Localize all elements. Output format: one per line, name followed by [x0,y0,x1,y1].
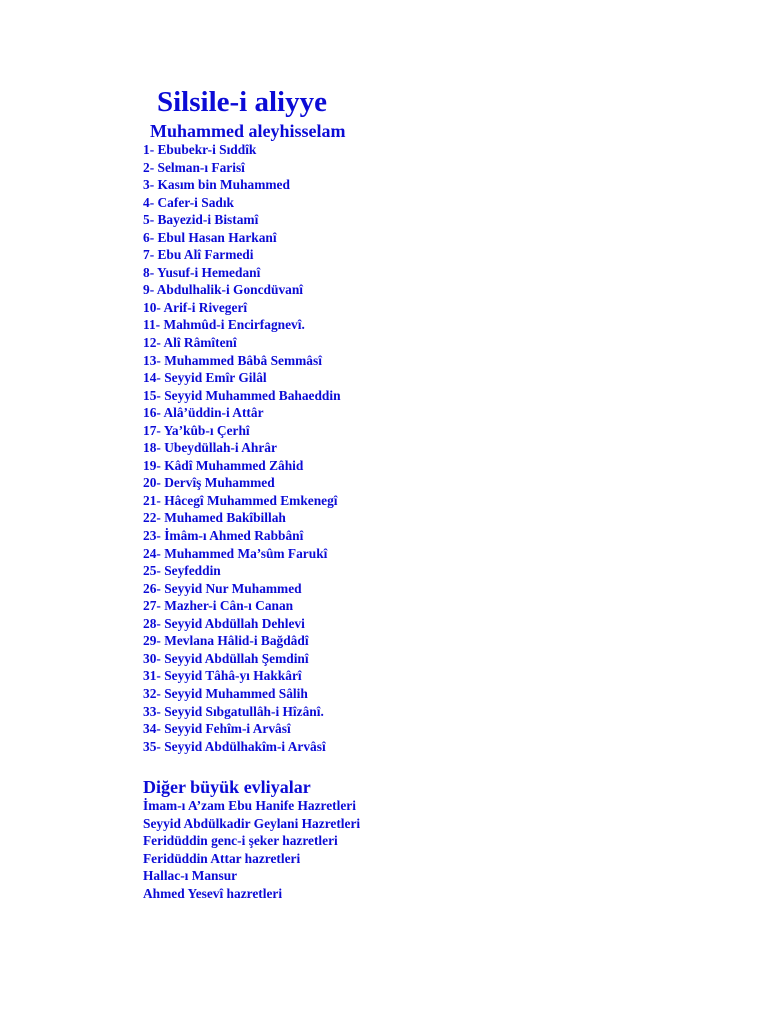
list-item: 17- Ya’kûb-ı Çerhî [143,422,250,438]
list-item: 9- Abdulhalik-i Goncdüvanî [143,282,304,298]
others-section-title: Diğer büyük evliyalar [143,777,311,797]
list-item: 24- Muhammed Ma’sûm Farukî [143,545,328,561]
list-item: 35- Seyyid Abdülhakîm-i Arvâsî [143,738,326,754]
list-item: İmam-ı A’zam Ebu Hanife Hazretleri [143,798,356,813]
list-item: 11- Mahmûd-i Encirfagnevî. [143,317,305,333]
list-item: 18- Ubeydüllah-i Ahrâr [143,440,277,456]
list-item: 32- Seyyid Muhammed Sâlih [143,685,308,701]
list-item: Hallac-ı Mansur [143,868,238,884]
list-item: 25- Seyfeddin [143,563,221,579]
list-item: 1- Ebubekr-i Sıddîk [143,142,257,157]
list-item: 4- Cafer-i Sadık [143,194,235,210]
list-item: 16- Alâ’üddin-i Attâr [143,405,264,421]
list-item: 28- Seyyid Abdüllah Dehlevi [143,615,305,631]
list-item: 10- Arif-i Rivegerî [143,299,248,315]
list-item: 31- Seyyid Tâhâ-yı Hakkârî [143,668,302,684]
list-item: 15- Seyyid Muhammed Bahaeddin [143,387,341,403]
list-item: 29- Mevlana Hâlid-i Bağdâdî [143,633,309,649]
list-item: 8- Yusuf-i Hemedanî [143,264,261,280]
list-item: Seyyid Abdülkadir Geylani Hazretleri [143,815,361,831]
list-item: 21- Hâcegî Muhammed Emkenegî [143,492,338,508]
list-item: 6- Ebul Hasan Harkanî [143,229,277,245]
list-item: 5- Bayezid-i Bistamî [143,212,259,228]
list-item: 34- Seyyid Fehîm-i Arvâsî [143,721,291,737]
list-item: Feridüddin genc-i şeker hazretleri [143,833,338,849]
list-item: 26- Seyyid Nur Muhammed [143,580,302,596]
list-item: 20- Dervîş Muhammed [143,475,275,491]
list-item: 19- Kâdî Muhammed Zâhid [143,457,304,473]
list-item: Ahmed Yesevî hazretleri [143,885,283,901]
list-item: 12- Alî Râmîtenî [143,335,237,351]
document-subtitle: Muhammed aleyhisselam [150,121,346,141]
others-list [143,797,360,902]
list-item: Feridüddin Attar hazretleri [143,850,301,866]
list-item: 33- Seyyid Sıbgatullâh-i Hîzânî. [143,703,324,719]
list-item: 7- Ebu Alî Farmedi [143,247,254,263]
silsile-list [143,141,341,755]
list-item: 14- Seyyid Emîr Gilâl [143,370,267,386]
list-item: 13- Muhammed Bâbâ Semmâsî [143,352,322,368]
list-item: 22- Muhamed Bakîbillah [143,510,286,526]
list-item: 30- Seyyid Abdüllah Şemdinî [143,650,309,666]
document-title: Silsile-i aliyye [157,86,327,118]
list-item: 2- Selman-ı Farisî [143,159,245,175]
list-item: 23- İmâm-ı Ahmed Rabbânî [143,528,304,544]
list-item: 3- Kasım bin Muhammed [143,177,290,193]
list-item: 27- Mazher-i Cân-ı Canan [143,598,294,614]
